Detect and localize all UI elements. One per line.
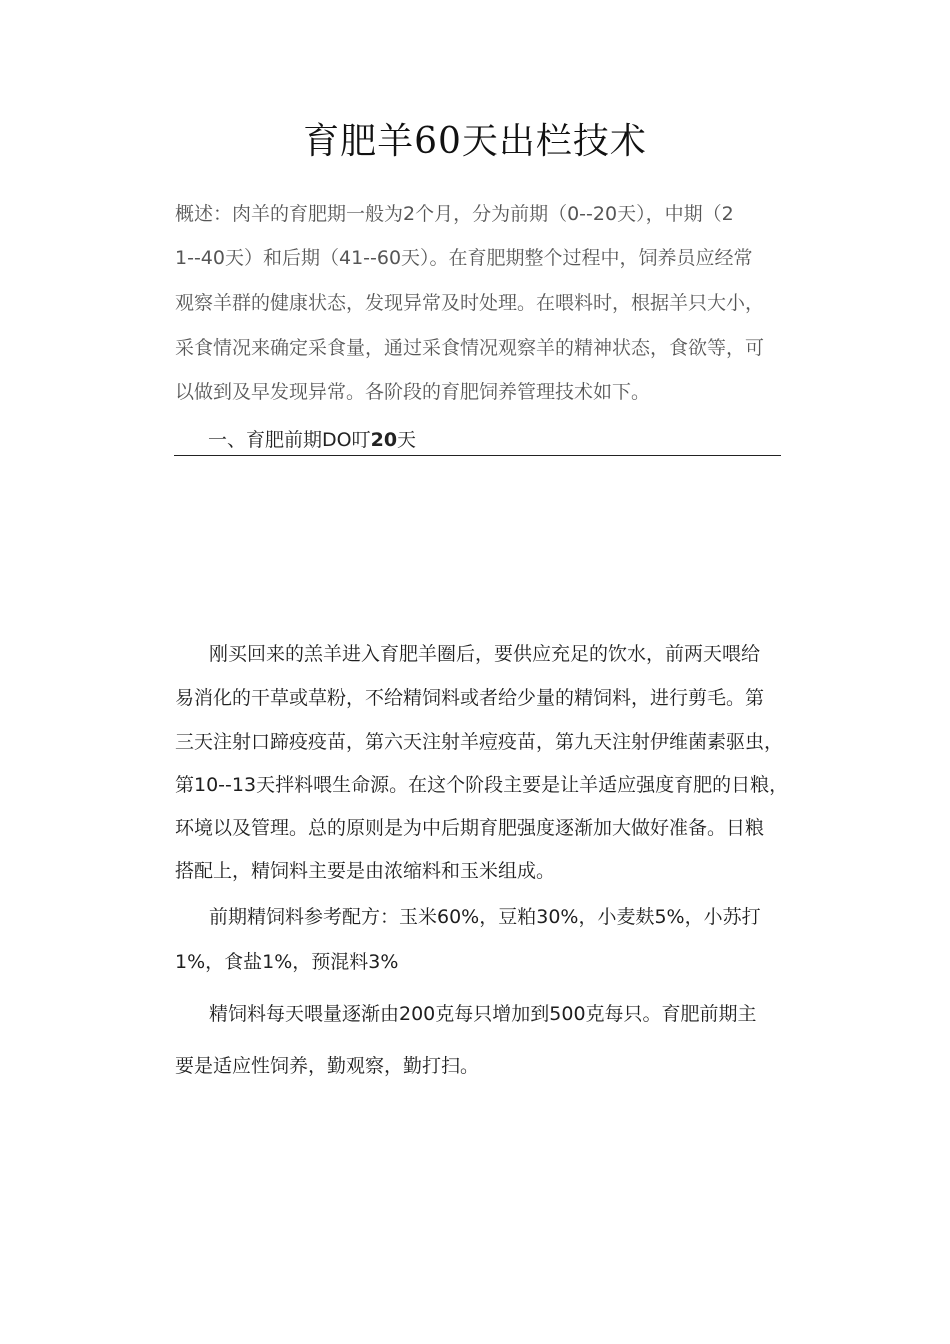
paragraph-line: 要是适应性饲养，勤观察，勤打扫。: [175, 1055, 480, 1077]
paragraph-line: 搭配上，精饲料主要是由浓缩料和玉米组成。: [175, 860, 556, 882]
paragraph-line: 前期精饲料参考配方：玉米60%，豆粕30%，小麦麸5%，小苏打: [209, 906, 761, 928]
paragraph-line: 1%，食盐1%，预混料3%: [175, 951, 399, 973]
intro-line: 采食情况来确定采食量，通过采食情况观察羊的精神状态，食欲等，可: [175, 337, 765, 359]
section-heading-number: 20: [370, 429, 398, 451]
section-heading: [208, 427, 416, 453]
paragraph-line: 易消化的干草或草粉，不给精饲料或者给少量的精饲料，进行剪毛。第: [175, 687, 765, 709]
section-heading-suffix: 天: [397, 429, 417, 451]
paragraph-line: 三天注射口蹄疫疫苗，第六天注射羊痘疫苗，第九天注射伊维菌素驱虫，: [175, 731, 784, 753]
paragraph-line: 刚买回来的羔羊进入育肥羊圈后，要供应充足的饮水，前两天喂给: [209, 643, 761, 665]
intro-line: 1--40天）和后期（41--60天）。在育肥期整个过程中，饲养员应经常: [175, 247, 753, 269]
intro-line: 观察羊群的健康状态，发现异常及时处理。在喂料时，根据羊只大小，: [175, 292, 765, 314]
paragraph-line: 环境以及管理。总的原则是为中后期育肥强度逐渐加大做好准备。日粮: [175, 817, 765, 839]
intro-line: 概述：肉羊的育肥期一般为2个月，分为前期（0--20天），中期（2: [175, 203, 734, 225]
paragraph-line: 第10--13天拌料喂生命源。在这个阶段主要是让羊适应强度育肥的日粮，: [175, 774, 789, 796]
paragraph-line: 精饲料每天喂量逐渐由200克每只增加到500克每只。育肥前期主: [209, 1003, 757, 1025]
heading-underline: [174, 455, 781, 456]
intro-line: 以做到及早发现异常。各阶段的育肥饲养管理技术如下。: [175, 381, 651, 403]
document-title: 育肥羊60天出栏技术: [303, 121, 647, 162]
section-heading-prefix: 一、育肥前期DO叮: [208, 429, 371, 451]
